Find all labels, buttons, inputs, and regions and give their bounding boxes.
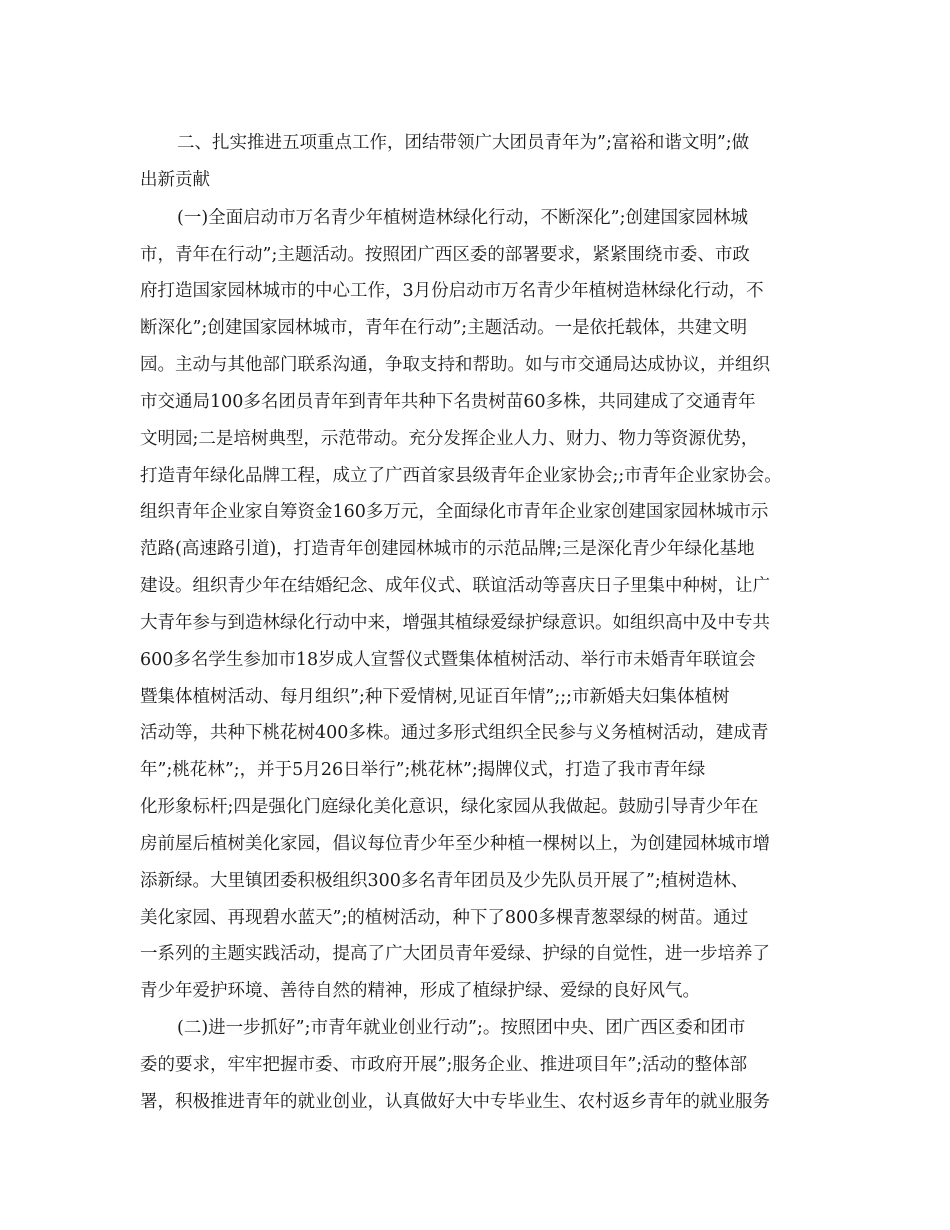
paragraph-line: 打造青年绿化品牌工程，成立了广西首家县级青年企业家协会;;市青年企业家协会。 [140,466,782,486]
paragraph-line: 房前屋后植树美化家园，倡议每位青少年至少种植一棵树以上，为创建园林城市增 [140,834,770,854]
paragraph-line: 大青年参与到造林绿化行动中来，增强其植绿爱绿护绿意识。如组织高中及中专共 [140,613,770,633]
paragraph-line: 一系列的主题实践活动，提高了广大团员青年爱绿、护绿的自觉性，进一步培养了 [140,944,770,964]
paragraph-line: 府打造国家园林城市的中心工作，3月份启动市万名青少年植树造林绿化行动，不 [140,281,764,301]
paragraph-line: 美化家园、再现碧水蓝天”;的植树活动，种下了800多棵青葱翠绿的树苗。通过 [140,908,749,928]
paragraph-heading-line: 出新贡献 [140,170,210,190]
paragraph-line: (一)全面启动市万名青少年植树造林绿化行动，不断深化”;创建国家园林城 [177,208,748,228]
paragraph-line: 园。主动与其他部门联系沟通，争取支持和帮助。如与市交通局达成协议，并组织 [140,355,770,375]
paragraph-line: 化形象标杆;四是强化门庭绿化美化意识，绿化家园从我做起。鼓励引导青少年在 [140,797,759,817]
paragraph-line: 建设。组织青少年在结婚纪念、成年仪式、联谊活动等喜庆日子里集中种树，让广 [140,576,770,596]
paragraph-line: 断深化”;创建国家园林城市，青年在行动”;主题活动。一是依托载体，共建文明 [140,318,748,338]
paragraph-line: (二)进一步抓好”;市青年就业创业行动”;。按照团中央、团广西区委和团市 [177,1018,746,1038]
paragraph-line: 文明园;二是培树典型，示范带动。充分发挥企业人力、财力、物力等资源优势， [140,429,759,449]
paragraph-line: 暨集体植树活动、每月组织”;种下爱情树,见证百年情”;;;市新婚夫妇集体植树 [140,687,730,707]
paragraph-line: 添新绿。大里镇团委积极组织300多名青年团员及少先队员开展了”;植树造林、 [140,871,749,891]
paragraph-line: 市，青年在行动”;主题活动。按照团广西区委的部署要求，紧紧围绕市委、市政 [140,245,750,265]
paragraph-heading-line: 二、扎实推进五项重点工作，团结带领广大团员青年为”;富裕和谐文明”;做 [177,133,750,153]
paragraph-line: 年”;桃花林”;，并于5月26日举行”;桃花林”;揭牌仪式，打造了我市青年绿 [140,760,706,780]
paragraph-line: 600多名学生参加市18岁成人宣誓仪式暨集体植树活动、举行市未婚青年联谊会 [140,650,756,670]
paragraph-line: 青少年爱护环境、善待自然的精神，形成了植绿护绿、爱绿的良好风气。 [140,981,700,1001]
paragraph-line: 活动等，共种下桃花树400多株。通过多形式组织全民参与义务植树活动，建成青 [140,723,769,743]
paragraph-line: 组织青年企业家自筹资金160多万元，全面绿化市青年企业家创建国家园林城市示 [140,502,769,522]
paragraph-line: 署，积极推进青年的就业创业，认真做好大中专毕业生、农村返乡青年的就业服务 [140,1092,770,1112]
paragraph-line: 范路(高速路引道)，打造青年创建园林城市的示范品牌;三是深化青少年绿化基地 [140,539,755,559]
paragraph-line: 委的要求，牢牢把握市委、市政府开展”;服务企业、推进项目年”;活动的整体部 [140,1055,748,1075]
paragraph-line: 市交通局100多名团员青年到青年共种下名贵树苗60多株，共同建成了交通青年 [140,392,756,412]
